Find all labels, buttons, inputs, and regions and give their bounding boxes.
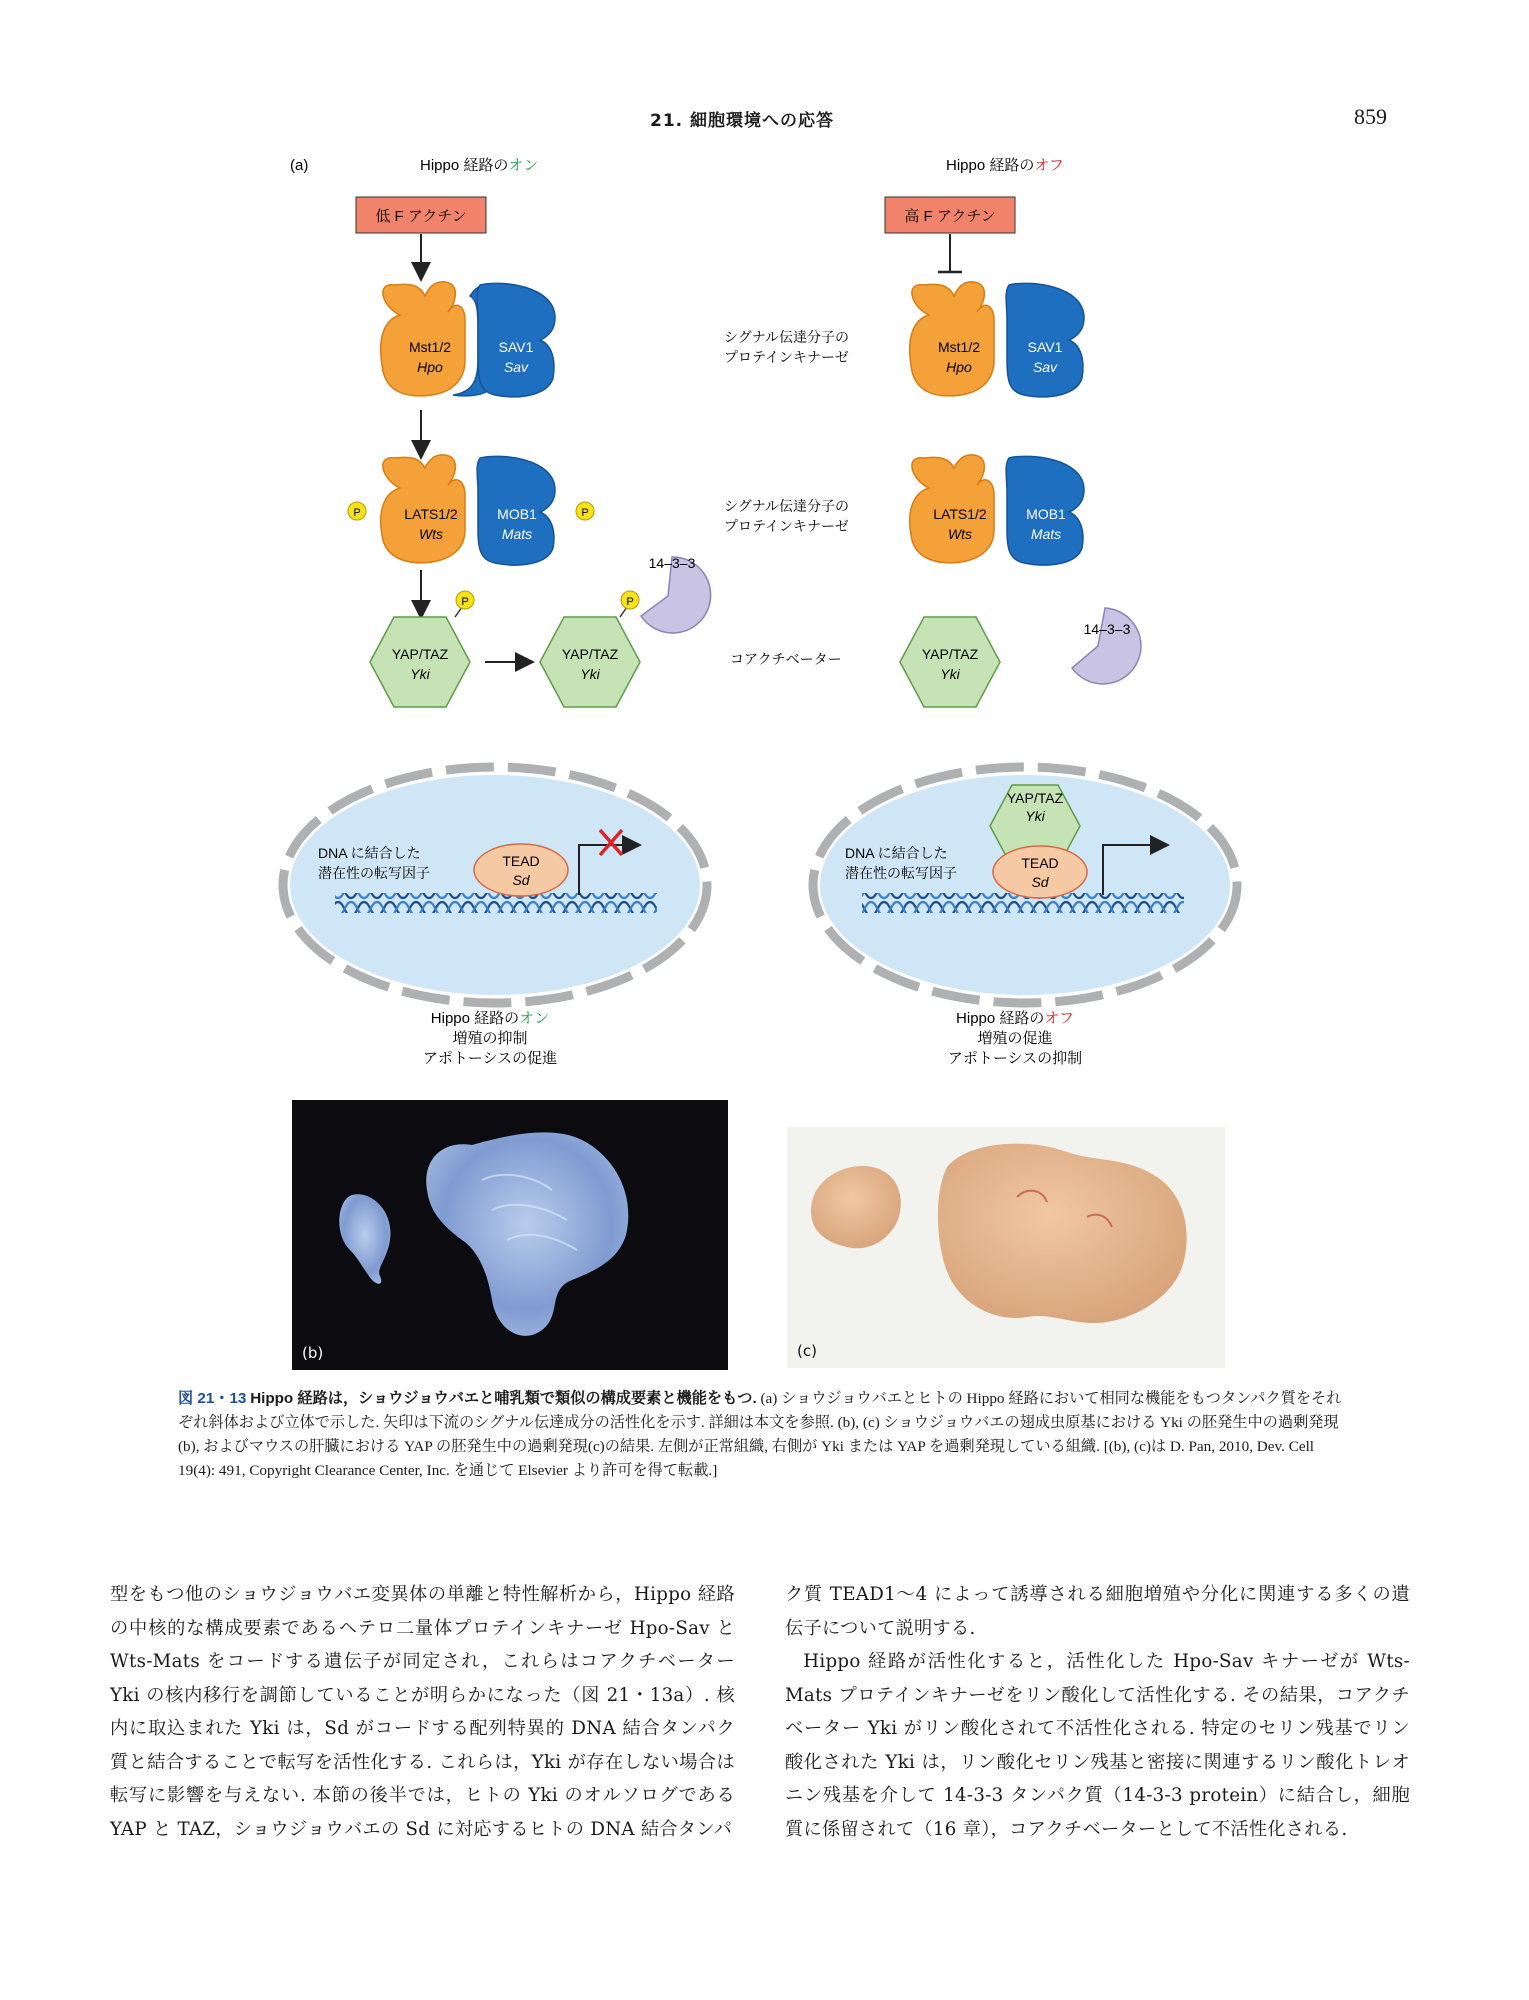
wts-label-right: Wts — [947, 526, 973, 542]
sav1-label-right: SAV1 — [1027, 339, 1063, 355]
left-title: Hippo 経路のオン — [420, 157, 539, 174]
mid-kinase-1b: プロテインキナーゼ — [724, 349, 849, 365]
yap-taz-hexagon-right — [900, 617, 1000, 707]
liver-illustration — [787, 1127, 1225, 1368]
figure-caption — [178, 1387, 1343, 1483]
tead-label-right: TEAD — [1021, 855, 1059, 871]
body-column-right — [785, 1578, 1410, 1846]
lats-label-left: LATS1/2 — [404, 506, 458, 522]
sav-label-left: Sav — [503, 359, 529, 375]
right-outcome-title: Hippo 経路のオフ — [956, 1010, 1074, 1027]
figure-caption-body: (a) ショウジョウバエとヒトの Hippo 経路において相同な機能をもつタンパク質をそれぞれ斜体および立体で示した. 矢印は下流のシグナル伝達成分の活性化を示す. 詳細は本文を参照. (b), (c) ショウジョウバエの翅成虫原基における Yki の胚発生中の過剰発現(b), およびマウスの肝臓における YAP の胚発生中の過剰発現(c)の結果. 左側が正常組織, 右側が Yki または YAP を過剰発現している組織. [(b), (c)は D. Pan, 2010, Dev. Cell 19(4): 491, Copyright Clearance Center, Inc. を通じて Elsevier より許可を得て転載.] — [178, 1390, 1342, 1479]
sd-label-left: Sd — [512, 872, 530, 888]
left-outcome-1: 増殖の抑制 — [452, 1030, 528, 1047]
yki-label-right: Yki — [940, 666, 960, 682]
nucleus-label-left-1: DNA に結合した — [318, 845, 421, 861]
svg-text:P: P — [626, 596, 634, 608]
right-outcome-1: 増殖の促進 — [977, 1030, 1053, 1047]
nucleus-label-left-2: 潜在性の転写因子 — [318, 865, 430, 881]
left-outcome-title: Hippo 経路のオン — [430, 1010, 550, 1027]
yap-label-nuclear: YAP/TAZ — [1006, 790, 1064, 806]
yki-label-nuclear: Yki — [1025, 808, 1045, 824]
low-f-actin-label: 低 F アクチン — [375, 208, 467, 225]
mst-label-left: Mst1/2 — [408, 339, 452, 355]
body-paragraph-left: 型をもつ他のショウジョウバエ変異体の単離と特性解析から，Hippo 経路の中核的な構成要素であるヘテロ二量体プロテインキナーゼ Hpo-Sav と Wts-Mats をコードする遺伝子が同定され，これらはコアクチベーター Yki の核内移行を調節していることが明らかになった（図 21・13a）. 核内に取込まれた Yki は，Sd がコードする配列特異的 DNA 結合タンパク質と結合することで転写を活性化する. これらは，Yki が存在しない場合は転写に影響を与えない. 本節の後半では，ヒトの Yki のオルソログである YAP と TAZ，ショウジョウバエの Sd に対応するヒトの DNA 結合タンパ — [110, 1584, 735, 1840]
svg-text:P: P — [461, 596, 469, 608]
panel-c-label: (c) — [797, 1342, 817, 1360]
yap-label-1: YAP/TAZ — [391, 646, 449, 662]
tead-label-left: TEAD — [502, 853, 540, 869]
mats-label-left: Mats — [501, 526, 533, 542]
lats-label-right: LATS1/2 — [933, 506, 987, 522]
yap-taz-hexagon-2 — [540, 617, 640, 707]
svg-text:P: P — [353, 507, 361, 519]
right-title: Hippo 経路のオフ — [946, 157, 1064, 174]
figure-title: Hippo 経路は，ショウジョウバエと哺乳類で類似の構成要素と機能をもつ. — [250, 1390, 757, 1407]
adaptor-14-3-3-free — [1072, 608, 1141, 684]
right-outcome-2: アポトーシスの抑制 — [947, 1050, 1083, 1067]
wing-disc-photo — [292, 1100, 728, 1370]
nucleus-label-right-2: 潜在性の転写因子 — [845, 865, 957, 881]
tead-right — [993, 846, 1087, 898]
mid-kinase-1a: シグナル伝達分子の — [724, 329, 850, 345]
wts-label-left: Wts — [418, 526, 444, 542]
sav-label-right: Sav — [1032, 359, 1058, 375]
left-outcome-2: アポトーシスの促進 — [422, 1050, 558, 1067]
mid-coactivator: コアクチベーター — [730, 651, 842, 667]
panel-b-label: (b) — [302, 1344, 324, 1362]
sd-label-right: Sd — [1031, 874, 1049, 890]
sav1-label-left: SAV1 — [498, 339, 534, 355]
nucleus-label-right-1: DNA に結合した — [845, 845, 948, 861]
high-f-actin-label: 高 F アクチン — [904, 208, 996, 225]
hpo-label-left: Hpo — [417, 359, 443, 375]
page-number: 859 — [1354, 104, 1387, 129]
adaptor-label-left: 14–3–3 — [648, 555, 696, 571]
yki-label-1: Yki — [410, 666, 430, 682]
mst-label-right: Mst1/2 — [937, 339, 981, 355]
yki-label-2: Yki — [580, 666, 600, 682]
yap-label-2: YAP/TAZ — [561, 646, 619, 662]
mob1-label-left: MOB1 — [497, 506, 537, 522]
panel-a-label: (a) — [290, 157, 309, 174]
mats-label-right: Mats — [1030, 526, 1062, 542]
dna-helix-left — [335, 893, 657, 913]
mob1-label-right: MOB1 — [1026, 506, 1066, 522]
chapter-title: 21. 細胞環境への応答 — [650, 111, 835, 131]
adaptor-label-right: 14–3–3 — [1083, 621, 1131, 637]
mid-kinase-2a: シグナル伝達分子の — [724, 498, 850, 514]
yap-label-right: YAP/TAZ — [921, 646, 979, 662]
body-column-left — [110, 1578, 735, 1846]
liver-photo — [787, 1127, 1225, 1368]
figure-number: 図 21・13 — [178, 1390, 247, 1407]
yap-taz-hexagon-1 — [370, 617, 470, 707]
mid-kinase-2b: プロテインキナーゼ — [724, 518, 849, 534]
svg-text:P: P — [581, 507, 589, 519]
hpo-label-right: Hpo — [946, 359, 972, 375]
body-paragraph-right-1: ク質 TEAD1〜4 によって誘導される細胞増殖や分化に関連する多くの遺伝子について説明する. — [785, 1584, 1410, 1639]
body-paragraph-right-2: Hippo 経路が活性化すると，活性化した Hpo-Sav キナーゼが Wts-Mats プロテインキナーゼをリン酸化して活性化する. その結果，コアクチベーター Yki がリン酸化されて不活性化される. 特定のセリン残基でリン酸化された Yki は，リン酸化セリン残基と密接に関連するリン酸化トレオニン残基を介して 14-3-3 タンパク質（14-3-3 protein）に結合し，細胞質に係留されて（16 章），コアクチベーターとして不活性化される. — [785, 1651, 1410, 1840]
wing-disc-illustration — [292, 1100, 728, 1370]
tead-left — [474, 844, 568, 896]
